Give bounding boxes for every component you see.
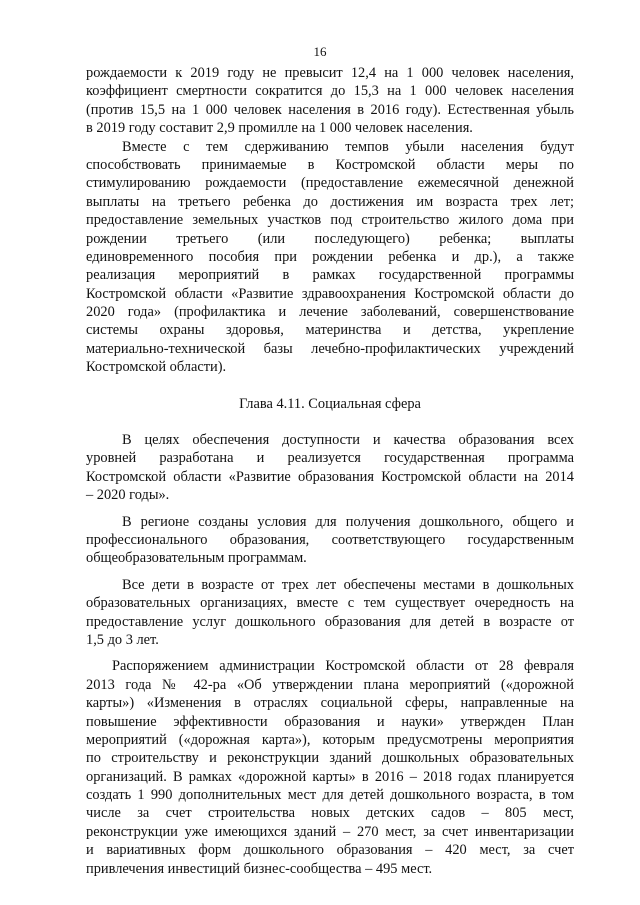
text-line: в 2019 году составит 2,9 промилле на 1 000 человек населения. xyxy=(86,120,473,137)
paragraph-roadmap xyxy=(86,657,574,878)
text-line: повышение эффективности образования и науки» утвержден План xyxy=(86,713,574,730)
text-line: числе за счет строительства новых детских садов – 805 мест, xyxy=(86,805,574,822)
text-line: создать 1 990 дополнительных мест для детей дошкольного возраста, в том xyxy=(86,787,574,804)
text-line: Костромской области «Развитие образования Костромской области на 2014 xyxy=(86,468,574,485)
paragraph-population-measures xyxy=(86,138,574,377)
text-line: мероприятий («дорожная карта»), которым предусмотрены мероприятия xyxy=(86,731,574,748)
text-line: способствовать принимаемые в Костромской области меры по xyxy=(86,156,574,173)
text-line: выплаты на третьего ребенка до достижения им возраста трех лет; xyxy=(86,193,574,210)
text-line: стимулированию рождаемости (предоставление ежемесячной денежной xyxy=(86,175,574,192)
text-line: карты») «Изменения в отраслях социальной сферы, направленные на xyxy=(86,695,574,712)
text-line: по строительству и реконструкции зданий дошкольных образовательных xyxy=(86,750,574,767)
page-number: 16 xyxy=(313,44,327,59)
text-line: 2013 года № 42-ра «Об утверждении плана мероприятий («дорожной xyxy=(86,676,574,693)
text-line: привлечения инвестиций бизнес-сообщества – 495 мест. xyxy=(86,860,433,877)
text-line: предоставление услуг дошкольного образования для детей в возрасте от xyxy=(86,613,574,630)
paragraph-preschool-places xyxy=(86,576,574,650)
text-line: – 2020 годы». xyxy=(86,487,170,504)
text-line: системы охраны здоровья, материнства и детства, укрепление xyxy=(86,322,574,339)
paragraph-education-conditions xyxy=(86,513,574,568)
text-line: материально-технической базы лечебно-профилактических учреждений xyxy=(86,340,574,357)
text-line: 1,5 до 3 лет. xyxy=(86,631,159,648)
text-line: В целях обеспечения доступности и качества образования всех xyxy=(122,432,574,449)
text-line: 2020 года» (профилактика и лечение заболеваний, совершенствование xyxy=(86,304,574,321)
text-line: Костромской области «Развитие здравоохранения Костромской области до xyxy=(86,285,574,302)
text-line: образовательных организациях, вместе с тем существует очередность на xyxy=(86,595,574,612)
text-line: рождении третьего (или последующего) ребенка; выплаты xyxy=(86,230,574,247)
text-line: профессионального образования, соответствующего государственным xyxy=(86,531,574,548)
text-line: реконструкции уже имеющихся зданий – 270 мест, за счет инвентаризации xyxy=(86,823,574,840)
text-line: реализация мероприятий в рамках государственной программы xyxy=(86,267,574,284)
text-line: организаций. В рамках «дорожной карты» в 2016 – 2018 годах планируется xyxy=(86,768,574,785)
text-line: коэффициент смертности сократится до 15,3 на 1 000 человек населения xyxy=(86,83,574,100)
text-line: (против 15,5 на 1 000 человек населения в 2016 году). Естественная убыль xyxy=(86,101,574,118)
text-line: Все дети в возрасте от трех лет обеспечены местами в дошкольных xyxy=(122,576,574,593)
text-line: Распоряжением администрации Костромской области от 28 февраля xyxy=(112,658,574,675)
text-line: Костромской области). xyxy=(86,359,227,376)
text-line: уровней разработана и реализуется государственная программа xyxy=(86,450,574,467)
text-line: Вместе с тем сдерживанию темпов убыли населения будут xyxy=(122,138,574,155)
text-line: общеобразовательным программам. xyxy=(86,550,307,567)
chapter-heading: Глава 4.11. Социальная сфера xyxy=(239,395,421,412)
paragraph-education-program xyxy=(86,431,574,505)
paragraph-birth-rate xyxy=(86,64,574,138)
text-line: единовременного пособия при рождении ребенка и др.), а также xyxy=(86,248,574,265)
text-line: и вариативных форм дошкольного образования – 420 мест, за счет xyxy=(86,842,574,859)
text-line: рождаемости к 2019 году не превысит 12,4 на 1 000 человек населения, xyxy=(86,65,574,81)
text-line: В регионе созданы условия для получения дошкольного, общего и xyxy=(122,513,574,530)
text-line: предоставление земельных участков под строительство жилого дома при xyxy=(86,212,574,229)
document-body xyxy=(86,64,574,878)
